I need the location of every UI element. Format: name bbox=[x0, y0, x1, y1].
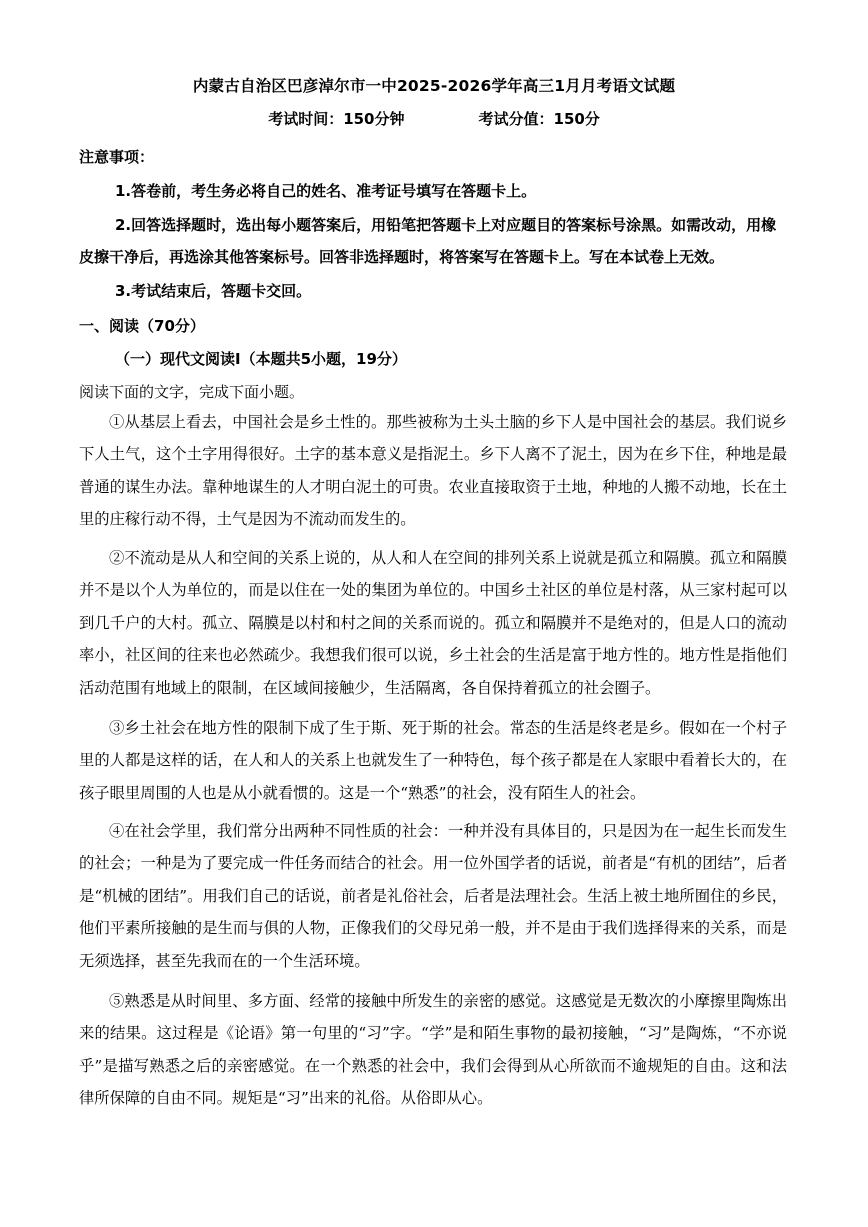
exam-title: 内蒙古自治区巴彦淖尔市一中2025-2026学年高三1月月考语文试题 bbox=[192, 77, 676, 95]
exam-score: 考试分值：150分 bbox=[478, 110, 600, 128]
paragraph-2: ②不流动是从人和空间的关系上说的，从人和人在空间的排列关系上说就是孤立和隔膜。孤立和隔膜并不是以个人为单位的，而是以住在一处的集团为单位的。中国乡土社区的单位是村落，从三家村起可以到几千户的大村。孤立、隔膜是以村和村之间的关系而说的。孤立和隔膜并不是绝对的，但是人口的流动率小，社区间的往来也必然疏少。我想我们很可以说，乡土社会的生活是富于地方性的。地方性是指他们活动范围有地域上的限制，在区域间接触少，生活隔离，各自保持着孤立的社会圈子。 bbox=[79, 549, 787, 697]
paragraph-1: ①从基层上看去，中国社会是乡土性的。那些被称为土头土脑的乡下人是中国社会的基层。我们说乡下人土气，这个土字用得很好。土字的基本意义是指泥土。乡下人离不了泥土，因为在乡下住，种地是最普通的谋生办法。靠种地谋生的人才明白泥土的可贵。农业直接取资于土地，种地的人搬不动地，长在土里的庄稼行动不得，土气是因为不流动而发生的。 bbox=[79, 413, 787, 529]
section-heading: 一、阅读（70分） bbox=[79, 317, 205, 335]
paragraph-5: ⑤熟悉是从时间里、多方面、经常的接触中所发生的亲密的感觉。这感觉是无数次的小摩擦里陶炼出来的结果。这过程是《论语》第一句里的“习”字。“学”是和陌生事物的最初接触，“习”是陶炼，“不亦说乎”是描写熟悉之后的亲密感觉。在一个熟悉的社会中，我们会得到从心所欲而不逾规矩的自由。这和法律所保障的自由不同。规矩是“习”出来的礼俗。从俗即从心。 bbox=[79, 992, 787, 1108]
exam-time: 考试时间：150分钟 bbox=[268, 110, 405, 128]
notice-item-2-line-1: 2.回答选择题时，选出每小题答案后，用铅笔把答题卡上对应题目的答案标号涂黑。如需改动，用橡 bbox=[115, 216, 777, 234]
notice-item-1: 1.答卷前，考生务必将自己的姓名、准考证号填写在答题卡上。 bbox=[115, 182, 537, 200]
exam-info bbox=[0, 108, 868, 129]
paragraph-4: ④在社会学里，我们常分出两种不同性质的社会：一种并没有具体目的，只是因为在一起生长而发生的社会；一种是为了要完成一件任务而结合的社会。用一位外国学者的话说，前者是“有机的团结”，后者是“机械的团结”。用我们自己的话说，前者是礼俗社会，后者是法理社会。生活上被土地所囿住的乡民，他们平素所接触的是生而与俱的人物，正像我们的父母兄弟一般，并不是由于我们选择得来的关系，而是无须选择，甚至先我而在的一个生活环境。 bbox=[79, 822, 787, 970]
notice-item-2-line-2: 皮擦干净后，再选涂其他答案标号。回答非选择题时，将答案写在答题卡上。写在本试卷上无效。 bbox=[79, 248, 725, 266]
reading-instruction: 阅读下面的文字，完成下面小题。 bbox=[79, 383, 305, 401]
notice-heading: 注意事项： bbox=[79, 148, 155, 166]
notice-item-3: 3.考试结束后，答题卡交回。 bbox=[115, 282, 312, 300]
section-subheading: （一）现代文阅读Ⅰ（本题共5小题，19分） bbox=[115, 350, 407, 368]
paragraph-3: ③乡土社会在地方性的限制下成了生于斯、死于斯的社会。常态的生活是终老是乡。假如在一个村子里的人都是这样的话，在人和人的关系上也就发生了一种特色，每个孩子都是在人家眼中看着长大的，在孩子眼里周围的人也是从小就看惯的。这是一个“熟悉”的社会，没有陌生人的社会。 bbox=[79, 719, 787, 802]
